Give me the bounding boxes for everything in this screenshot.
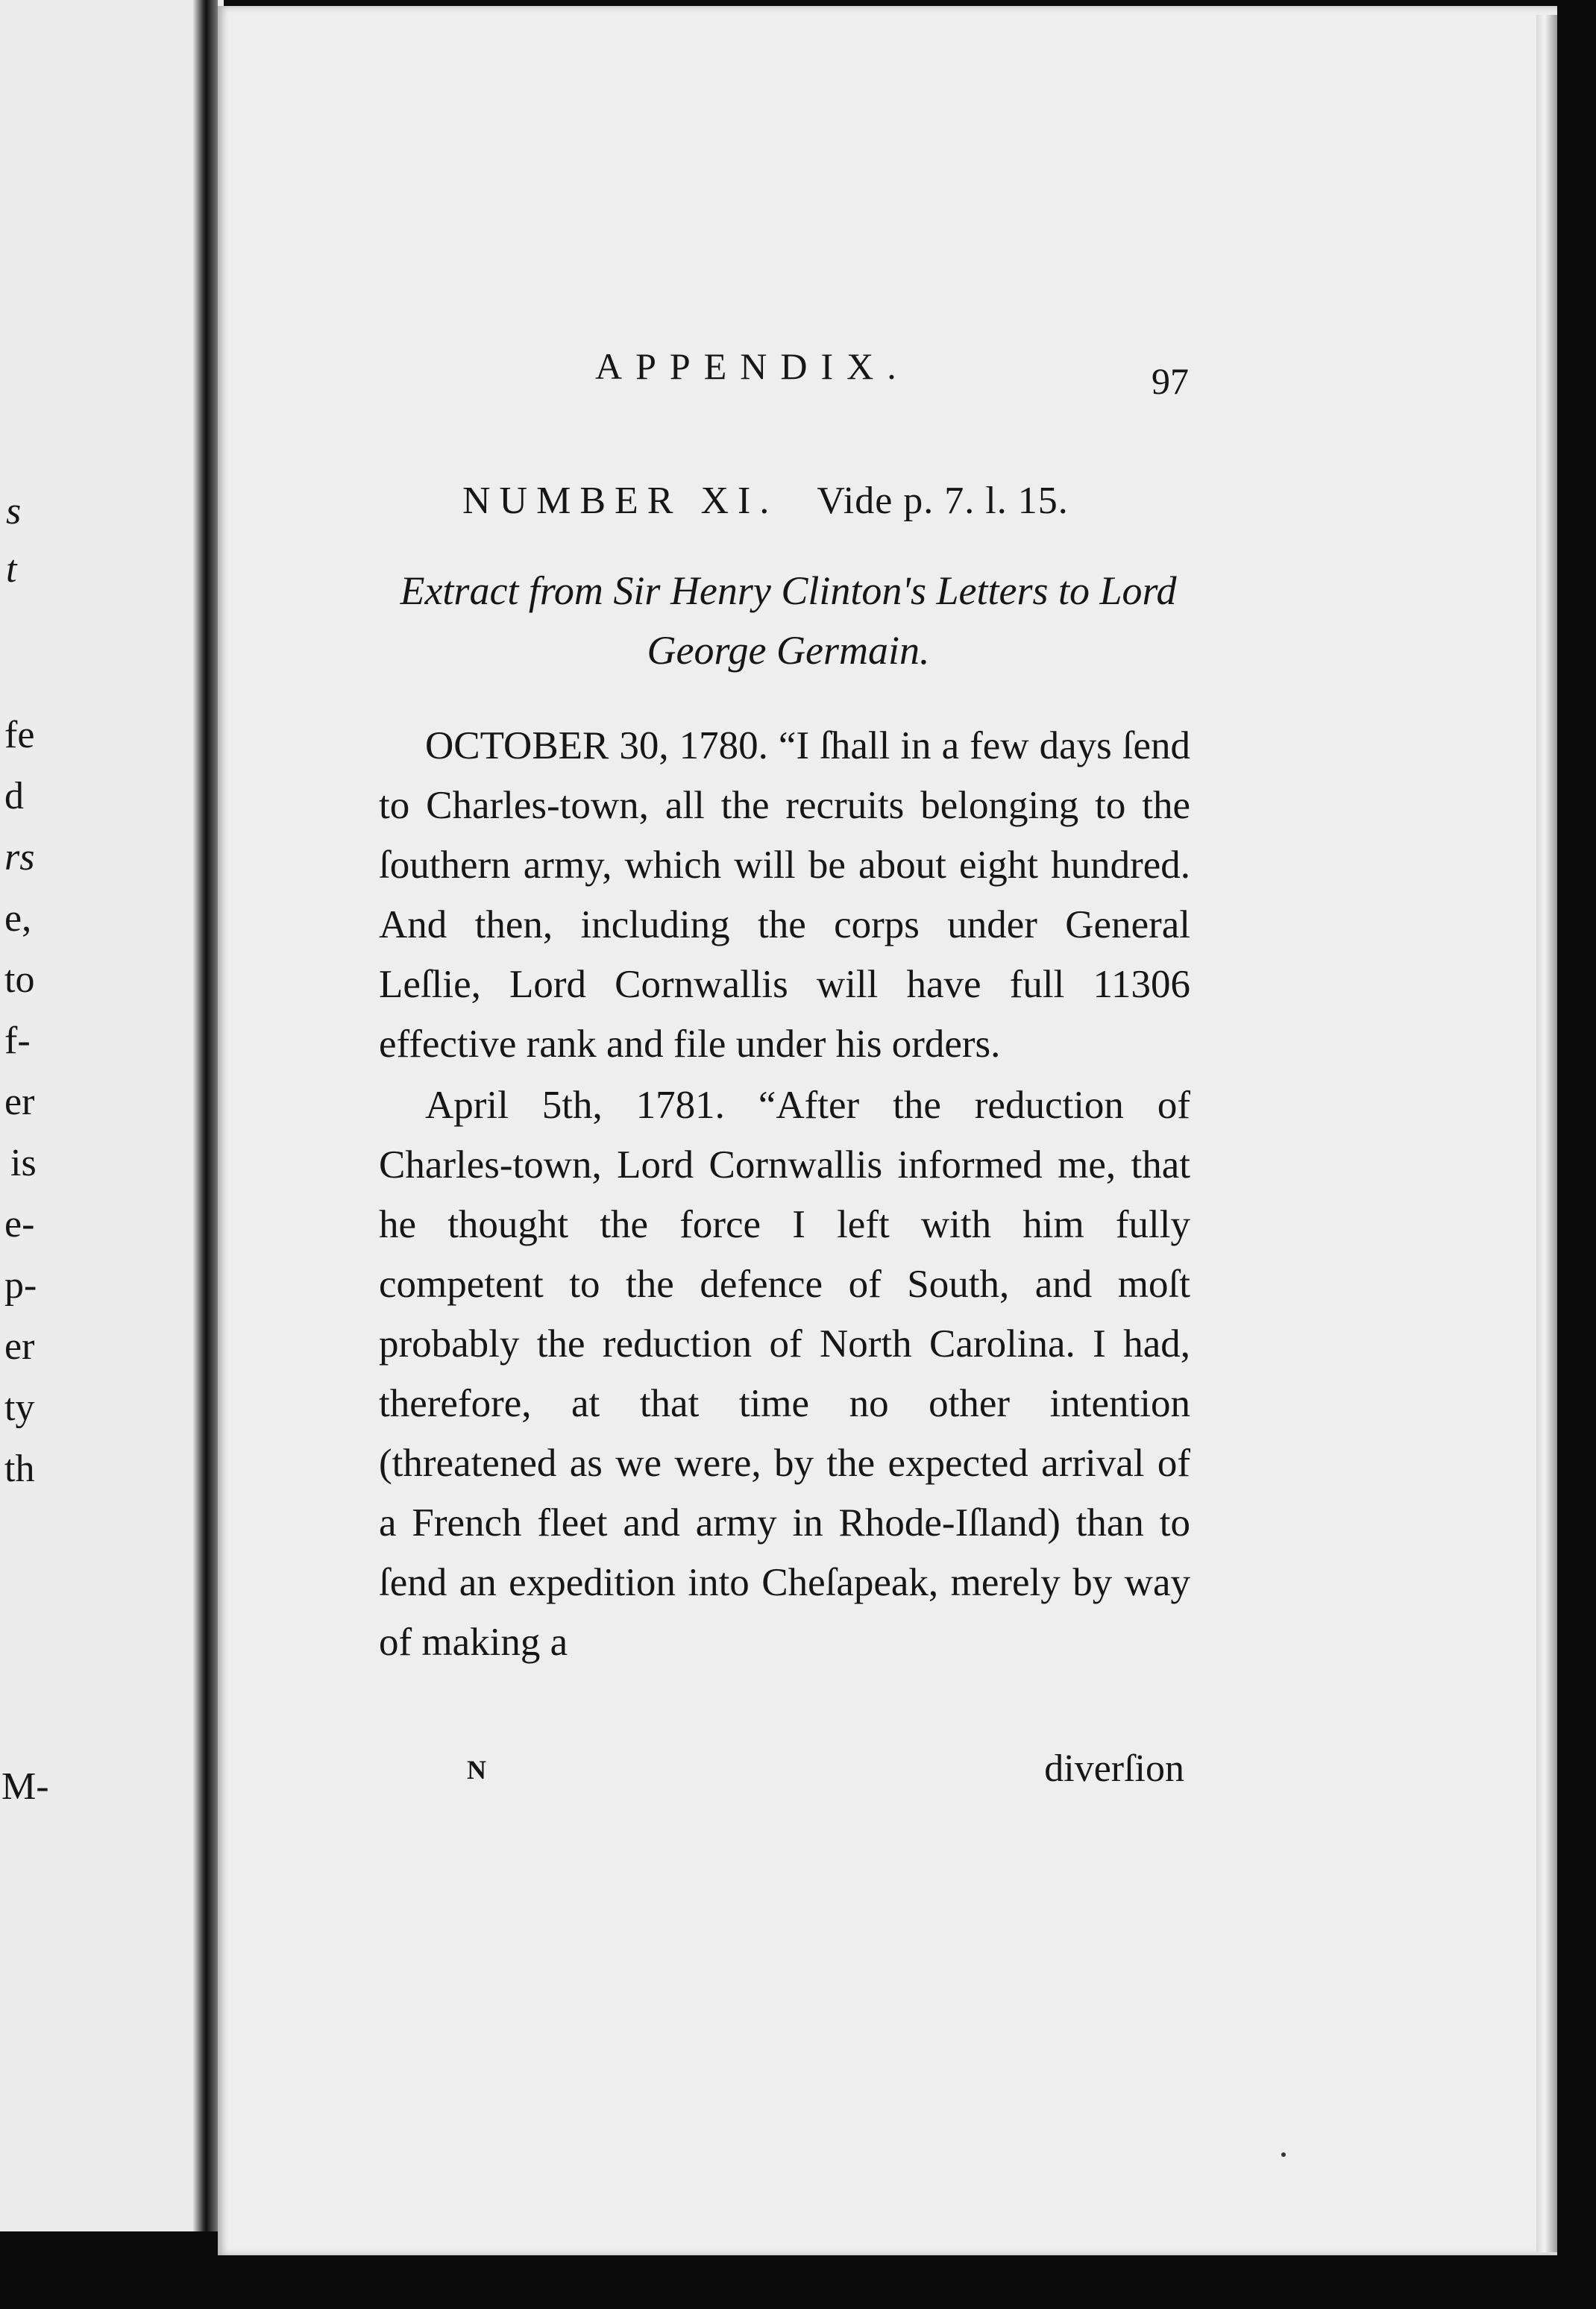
- section-heading: [462, 479, 1069, 523]
- section-reference: Vide p. 7. l. 15.: [817, 480, 1069, 522]
- left-page-fragment: d: [4, 775, 24, 817]
- left-page-fragment: t: [6, 548, 17, 591]
- left-page-fragment: M-: [1, 1765, 49, 1808]
- body-text: [379, 716, 1190, 1672]
- left-page-fragment: ty: [4, 1386, 35, 1429]
- left-page-fragment: er: [4, 1325, 35, 1368]
- signature-mark: N: [467, 1755, 486, 1785]
- paragraph: April 5th, 1781. “After the reduction of Charles-town, Lord Cornwallis informed me, that he thought the force I left with him fully competent to the defence of South, and moſt probably the reduction of North Carolina. I had, therefore, at that time no other intention (threatened as we were, by the expected arrival of a French fleet and army in Rhode-Iſland) than to ſend an expedition into Cheſapeak, merely by way of making a: [379, 1084, 1190, 1664]
- left-page-fragment: th: [4, 1448, 35, 1490]
- catchword: diverſion: [1044, 1747, 1184, 1790]
- left-page-fragment: p-: [4, 1264, 37, 1307]
- left-page-fragment: fe: [4, 714, 35, 756]
- left-page-fragment: rs: [4, 836, 35, 879]
- left-page-fragment: f-: [4, 1020, 31, 1062]
- section-subtitle: Extract from Sir Henry Clinton's Letters to Lord George Germain.: [400, 568, 1177, 673]
- section-number: NUMBER XI.: [462, 480, 779, 522]
- page-number: 97: [1152, 360, 1189, 402]
- book-gutter: [192, 0, 218, 2231]
- left-page: [0, 0, 224, 2231]
- running-header: APPENDIX.: [595, 345, 910, 387]
- left-page-fragment: s: [6, 490, 22, 533]
- left-page-fragment: e-: [4, 1203, 35, 1245]
- left-page-fragment: e,: [4, 897, 32, 940]
- paper-speck: [1281, 2152, 1286, 2157]
- left-page-fragment: is: [10, 1142, 37, 1184]
- paragraph: OCTOBER 30, 1780. “I ſhall in a few days ſend to Charles-town, all the recruits belonging to the ſouthern army, which will be about eight hundred. And then, including the corps under General Leſlie, Lord Cornwallis will have full 11306 effective rank and file under his orders.: [379, 724, 1190, 1066]
- page-edge: [1536, 15, 1557, 2252]
- left-page-fragment: to: [4, 958, 35, 1001]
- left-page-fragment: er: [4, 1081, 35, 1123]
